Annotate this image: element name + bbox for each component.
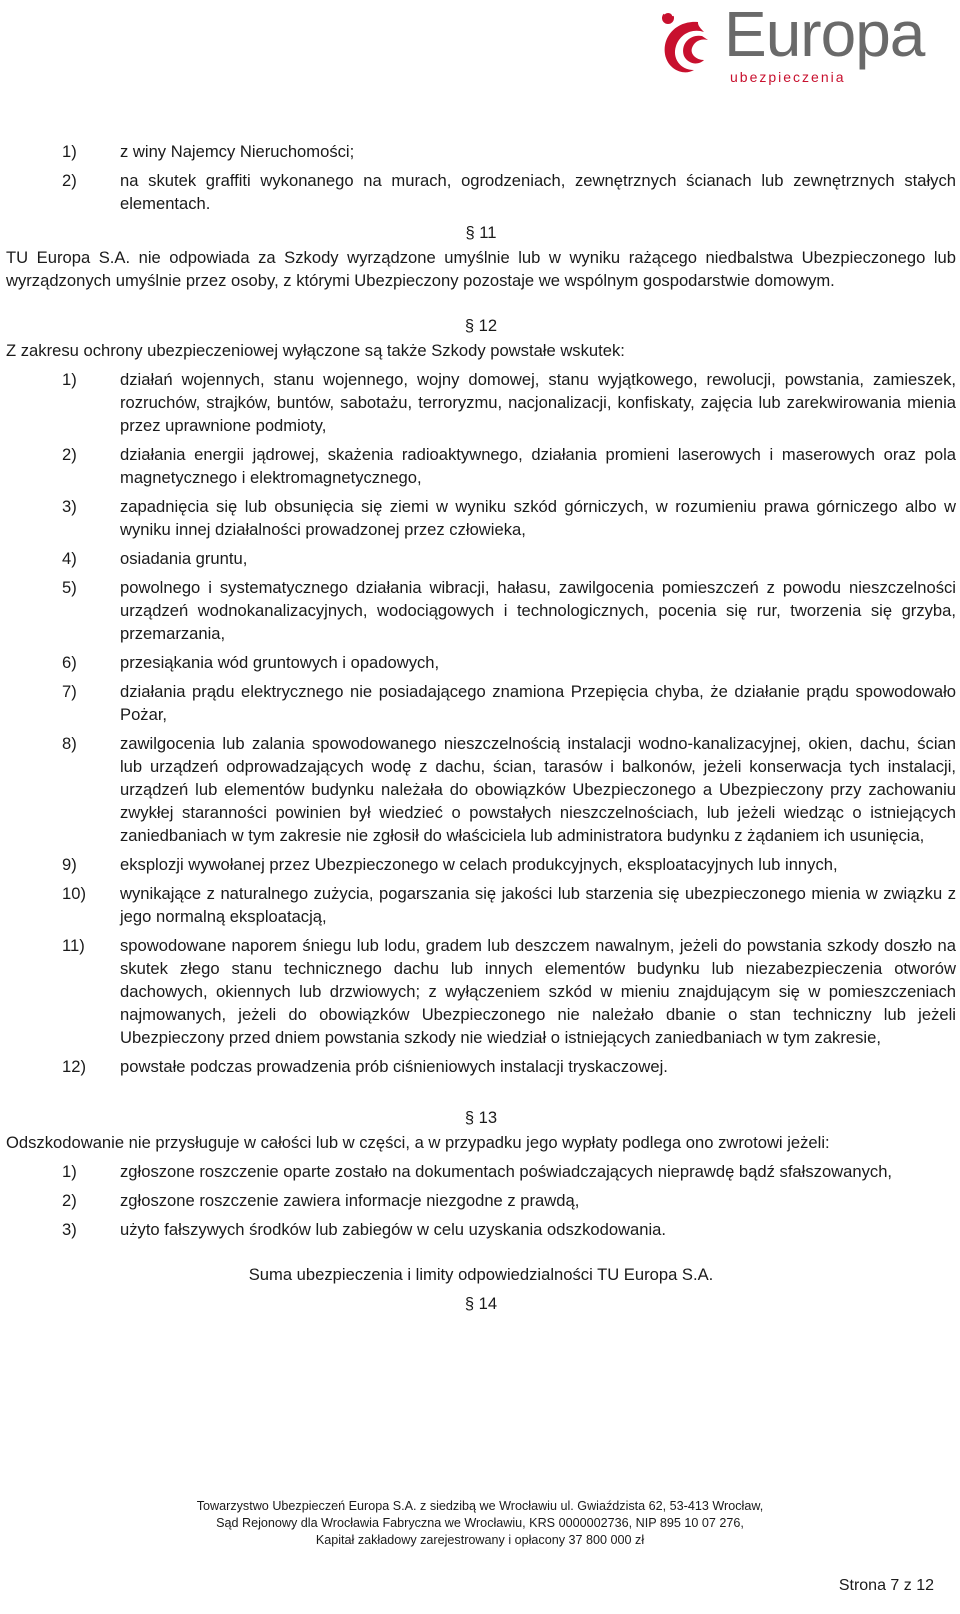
item-number: 10) <box>62 884 86 903</box>
item-text: zgłoszone roszczenie oparte zostało na dokumentach poświadczających nieprawdę bądź sfałszowanych, <box>120 1162 893 1181</box>
item-text: spowodowane naporem śniegu lub lodu, gradem lub deszczem nawalnym, jeżeli do powstania szkody doszło na skutek złego stanu technicznego dachu lub innych elementów budynku lub niezabezpieczenia otworów dachowych, okiennych lub drzwiowych; z wyłączeniem szkód w mieniu znajdującym się w pomieszczeniach najmowanych, jeżeli do obowiązków Ubezpieczonego nie należało dbanie o stan techniczny lub jeżeli Ubezpieczony przed dniem powstania szkody nie wiedział o istniejących zaniedbaniach w tym zakresie, <box>120 936 956 1047</box>
section-heading-12: § 12 <box>464 316 498 335</box>
section-heading-13: § 13 <box>464 1108 498 1127</box>
section-12-intro: Z zakresu ochrony ubezpieczeniowej wyłączone są także Szkody powstałe wskutek: <box>6 341 625 360</box>
page-footer <box>0 1498 960 1549</box>
footer-line-2: Sąd Rejonowy dla Wrocławia Fabryczna we Wrocławiu, KRS 0000002736, NIP 895 10 07 276, <box>216 1516 744 1530</box>
list-item <box>6 1055 956 1078</box>
list-item <box>6 368 956 437</box>
list-item <box>6 651 956 674</box>
list-item <box>6 547 956 570</box>
item-number: 2) <box>62 445 77 464</box>
list-item <box>6 576 956 645</box>
item-number: 2) <box>62 1191 77 1210</box>
item-text: na skutek graffiti wykonanego na murach, ogrodzeniach, zewnętrznych ścianach lub zewnętrznych stałych elementach. <box>120 171 956 213</box>
item-text: zawilgocenia lub zalania spowodowanego nieszczelnością instalacji wodno-kanalizacyjnej, okien, dachu, ścian lub urządzeń odprowadzających wodę z dachu, ścian, tarasów i balkonów, jeżeli konserwacja tych instalacji, urządzeń lub elementów budynku należała do obowiązków Ubezpieczonego a Ubezpieczony przy zachowaniu zwykłej staranności powinien był wiedzieć o powstałych nieszczelnościach, lub jeżeli wiedząc o istniejących zaniedbaniach w tym zakresie nie zgłosił do właściciela lub administratora budynku z żądaniem ich usunięcia, <box>120 734 956 845</box>
item-text: użyto fałszywych środków lub zabiegów w celu uzyskania odszkodowania. <box>120 1220 667 1239</box>
item-text: osiadania gruntu, <box>120 549 248 568</box>
item-text: zgłoszone roszczenie zawiera informacje niezgodne z prawdą, <box>120 1191 580 1210</box>
logo-subtitle: ubezpieczenia <box>730 69 846 85</box>
item-text: wynikające z naturalnego zużycia, pogarszania się jakości lub starzenia się ubezpieczonego mienia w związku z jego normalną eksploatacją, <box>120 884 956 926</box>
item-number: 11) <box>62 936 85 955</box>
footer-line-3: Kapitał zakładowy zarejestrowany i opłacony 37 800 000 zł <box>315 1533 645 1547</box>
item-text: powstałe podczas prowadzenia prób ciśnieniowych instalacji tryskaczowej. <box>120 1057 668 1076</box>
list-item <box>6 495 956 541</box>
document-body <box>6 140 956 1317</box>
list-item <box>6 140 956 163</box>
section-14-title: Suma ubezpieczenia i limity odpowiedzialności TU Europa S.A. <box>248 1265 714 1284</box>
item-number: 1) <box>62 1162 77 1181</box>
item-number: 6) <box>62 653 77 672</box>
logo-wordmark: Europa <box>724 0 925 70</box>
list-item <box>6 882 956 928</box>
footer-line-1: Towarzystwo Ubezpieczeń Europa S.A. z siedzibą we Wrocławiu ul. Gwiaździsta 62, 53-413 Wrocław, <box>196 1499 764 1513</box>
item-number: 4) <box>62 549 77 568</box>
logo-dot-icon <box>658 8 678 28</box>
item-text: powolnego i systematycznego działania wibracji, hałasu, zawilgocenia pomieszczeń z powodu nieszczelności urządzeń wodnokanalizacyjnych, wodociągowych i technologicznych, pocenia się rur, tworzenia się grzyba, przemarzania, <box>120 578 956 643</box>
item-number: 1) <box>62 142 77 161</box>
item-number: 3) <box>62 1220 77 1239</box>
item-number: 12) <box>62 1057 86 1076</box>
item-text: przesiąkania wód gruntowych i opadowych, <box>120 653 440 672</box>
list-item <box>6 1218 956 1241</box>
item-number: 7) <box>62 682 77 701</box>
item-number: 1) <box>62 370 77 389</box>
list-item <box>6 443 956 489</box>
item-text: działania prądu elektrycznego nie posiadającego znamiona Przepięcia chyba, że działanie prądu spowodowało Pożar, <box>120 682 956 724</box>
section-heading-11: § 11 <box>465 223 497 242</box>
list-item <box>6 1189 956 1212</box>
item-number: 9) <box>62 855 77 874</box>
item-text: działania energii jądrowej, skażenia radioaktywnego, działania promieni laserowych i maserowych oraz pola magnetycznego i elektromagnetycznego, <box>120 445 956 487</box>
item-text: działań wojennych, stanu wojennego, wojny domowej, stanu wyjątkowego, rewolucji, powstania, zamieszek, rozruchów, strajków, buntów, sabotażu, terroryzmu, nacjonalizacji, konfiskaty, zajęcia lub zarekwirowania mienia przez uprawnione podmioty, <box>120 370 956 435</box>
item-text: zapadnięcia się lub obsunięcia się ziemi w wyniku szkód górniczych, w rozumieniu prawa górniczego albo w wyniku innej działalności prowadzonej przez człowieka, <box>120 497 956 539</box>
item-number: 2) <box>62 171 77 190</box>
list-item <box>6 853 956 876</box>
list-item <box>6 680 956 726</box>
europa-logo <box>658 0 950 88</box>
item-text: z winy Najemcy Nieruchomości; <box>120 142 355 161</box>
section-heading-14: § 14 <box>464 1294 498 1313</box>
item-number: 5) <box>62 578 77 597</box>
item-text: eksplozji wywołanej przez Ubezpieczonego w celach produkcyjnych, eksploatacyjnych lub innych, <box>120 855 838 874</box>
list-item <box>6 732 956 847</box>
section-11-text: TU Europa S.A. nie odpowiada za Szkody wyrządzone umyślnie lub w wyniku rażącego niedbalstwa Ubezpieczonego lub wyrządzonych umyślnie przez osoby, z którymi Ubezpieczony pozostaje we wspólnym gospodarstwie domowym. <box>6 248 956 290</box>
list-item <box>6 934 956 1049</box>
list-item <box>6 169 956 215</box>
item-number: 8) <box>62 734 77 753</box>
section-13-intro: Odszkodowanie nie przysługuje w całości lub w części, a w przypadku jego wypłaty podlega ono zwrotowi jeżeli: <box>6 1133 830 1152</box>
list-item <box>6 1160 956 1183</box>
item-number: 3) <box>62 497 77 516</box>
page-number: Strona 7 z 12 <box>838 1577 934 1594</box>
